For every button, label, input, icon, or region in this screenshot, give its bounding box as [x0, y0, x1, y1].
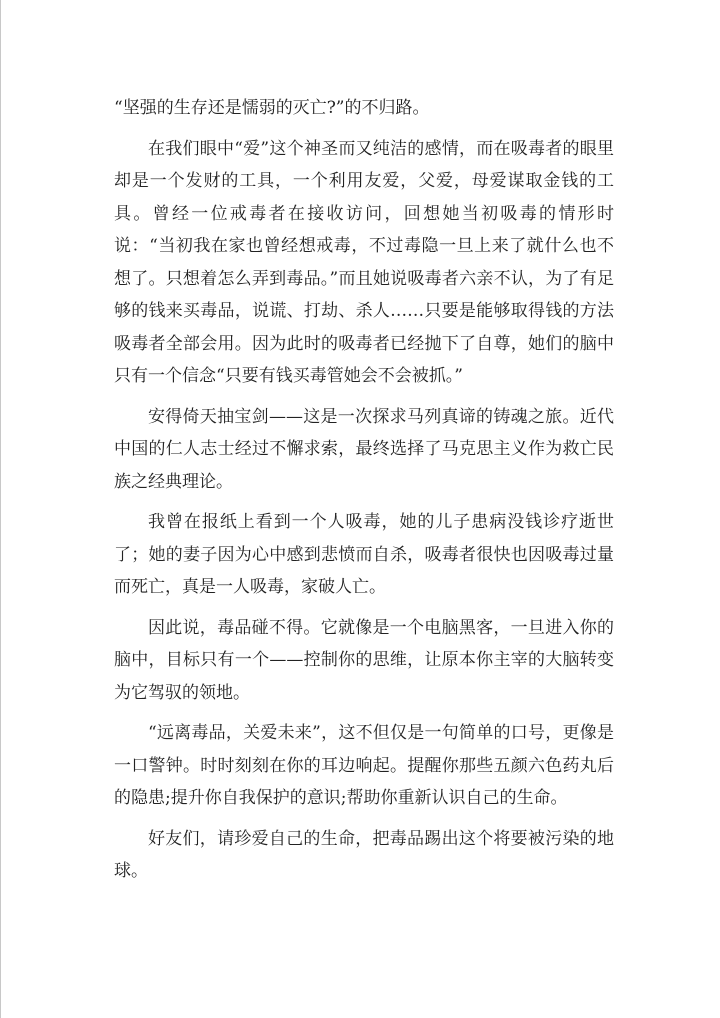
- paragraph-6: “远离毒品，关爱未来”，这不但仅是一句简单的口号，更像是一口警钟。时时刻刻在你的耳边响起。提醒你那些五颜六色药丸后的隐患;提升你自我保护的意识;帮助你重新认识自己的生命。: [114, 723, 614, 808]
- paragraph-7: 好友们，请珍爱自己的生命，把毒品踢出这个将要被污染的地球。: [114, 828, 614, 881]
- document-body: [114, 92, 614, 896]
- paragraph-3: 安得倚天抽宝剑——这是一次探求马列真谛的铸魂之旅。近代中国的仁人志士经过不懈求索，最终选择了马克思主义作为救亡民族之经典理论。: [114, 406, 614, 492]
- paragraph-2: 在我们眼中“爱”这个神圣而又纯洁的感情，而在吸毒者的眼里却是一个发财的工具，一个利用友爱，父爱，母爱谋取金钱的工具。曾经一位戒毒者在接收访问，回想她当初吸毒的情形时说：“当初我在家也曾经想戒毒，不过毒隐一旦上来了就什么也不想了。只想着怎么弄到毒品。”而且她说吸毒者六亲不认，为了有足够的钱来买毒品，说谎、打劫、杀人……只要是能够取得钱的方法吸毒者全部会用。因为此时的吸毒者已经抛下了自尊，她们的脑中只有一个信念“只要有钱买毒管她会不会被抓。”: [114, 138, 614, 386]
- paragraph-5: 因此说，毒品碰不得。它就像是一个电脑黑客，一旦进入你的脑中，目标只有一个——控制你的思维，让原本你主宰的大脑转变为它驾驭的领地。: [114, 617, 614, 703]
- paragraph-1: “坚强的生存还是懦弱的灭亡?”的不归路。: [114, 98, 430, 118]
- page-edge-line: [0, 0, 1, 1018]
- paragraph-4: 我曾在报纸上看到一个人吸毒，她的儿子患病没钱诊疗逝世了；她的妻子因为心中感到悲愤而自杀，吸毒者很快也因吸毒过量而死亡，真是一人吸毒，家破人亡。: [114, 512, 614, 597]
